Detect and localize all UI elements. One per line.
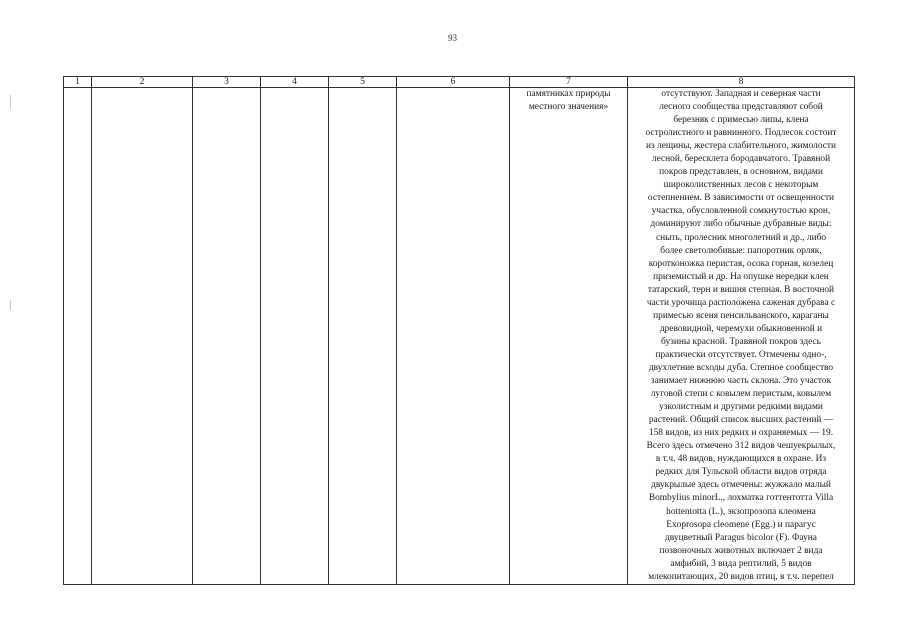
text-line: татарский, терн и вишня степная. В восточной <box>647 284 835 295</box>
cell-col-8 <box>628 88 855 585</box>
scan-margin-mark <box>10 95 11 109</box>
text-line: 158 видов, из них редких и охраняемых — 19. <box>648 428 834 439</box>
text-line: древовидной, черемухи обыкновенной и <box>659 323 823 334</box>
text-line: березняк с примесью липы, клена <box>673 115 809 126</box>
text-line: лесного сообщества представляют собой <box>659 102 823 113</box>
text-line: широколиственных лесов с некоторым <box>663 180 819 191</box>
cell-col-5 <box>329 88 397 585</box>
cell-col-8-text <box>628 88 854 584</box>
text-line: растений. Общий список высших растений — <box>648 415 834 426</box>
document-table <box>63 76 855 585</box>
text-line: Bombylius minorL., лохматка готтентотта Villa <box>648 493 834 504</box>
text-line: лесной, бересклета бородавчатого. Травяной <box>651 154 831 165</box>
text-line: доминируют либо обычные дубравные виды: <box>650 219 832 230</box>
text-line: практически отсутствует. Отмечены одно-, <box>655 349 827 360</box>
scan-margin-mark <box>10 300 11 310</box>
cell-col-4 <box>261 88 329 585</box>
cell-col-7-text <box>510 88 627 114</box>
text-line: Всего здесь отмечено 312 видов чешуекрылых, <box>646 441 836 452</box>
text-line: млекопитающих, 20 видов птиц, в т.ч. перепел <box>648 571 834 582</box>
text-line: из лещины, жестера слабительного, жимолости <box>645 141 837 152</box>
text-line: части урочища расположена саженая дубрава с <box>646 297 836 308</box>
cell-col-6 <box>397 88 510 585</box>
text-line: hottentotta (L.), экзопрозопа клеомена <box>666 506 816 517</box>
column-header-1: 1 <box>64 77 92 88</box>
text-line: участка, обусловленной сомкнутостью крон, <box>651 206 831 217</box>
column-header-3: 3 <box>193 77 261 88</box>
text-line: местного значения» <box>528 102 609 113</box>
text-line: в т.ч. 48 видов, нуждающихся в охране. Из <box>655 454 827 465</box>
text-line: бузины красной. Травяной покров здесь <box>661 336 821 347</box>
cell-col-3 <box>193 88 261 585</box>
text-line: памятниках природы <box>526 89 611 99</box>
table-row <box>64 88 855 585</box>
text-line: примесью ясеня пенсильванского, караганы <box>653 310 829 321</box>
text-line: коротконожка перистая, осока горная, козелец <box>648 258 834 269</box>
cell-col-1 <box>64 88 92 585</box>
column-header-8: 8 <box>628 77 855 88</box>
text-line: приземистый и др. На опушке нередки клен <box>653 271 829 282</box>
column-header-2: 2 <box>92 77 193 88</box>
column-header-5: 5 <box>329 77 397 88</box>
text-line: редких для Тульской области видов отряда <box>655 467 827 478</box>
text-line: узколистным и другими редкими видами <box>659 402 823 413</box>
cell-col-2 <box>92 88 193 585</box>
text-line: остепнением. В зависимости от освещенности <box>647 193 835 204</box>
text-line: занимает нижнюю часть склона. Это участок <box>650 376 832 387</box>
text-line: более светолюбивые: папоротник орляк, <box>660 245 822 256</box>
text-line: амфибий, 3 вида рептилий, 5 видов <box>670 558 812 569</box>
cell-col-7 <box>510 88 628 585</box>
text-line: Exoprosopa cleomene (Egg.) и парагус <box>666 519 816 530</box>
text-line: двуцветный Paragus bicolor (F). Фауна <box>665 532 817 543</box>
text-line: позвоночных животных включает 2 вида <box>659 545 823 556</box>
text-line: остролистного и равнинного. Подлесок состоит <box>645 128 837 139</box>
table-header-row <box>64 77 855 88</box>
text-line: покров представлен, в основном, видами <box>659 167 823 178</box>
text-line: двукрылые здесь отмечены: жужжало малый <box>651 480 831 491</box>
text-line: двухлетние всходы дуба. Степное сообщество <box>648 362 834 373</box>
column-header-4: 4 <box>261 77 329 88</box>
text-line: сныть, пролесник многолетний и др., либо <box>655 232 827 243</box>
column-header-6: 6 <box>397 77 510 88</box>
column-header-7: 7 <box>510 77 628 88</box>
text-line: отсутствуют. Западная и северная части <box>661 89 821 99</box>
text-line: луговой степи с ковылем перистым, ковылем <box>650 389 832 400</box>
page-number: 93 <box>448 33 457 43</box>
